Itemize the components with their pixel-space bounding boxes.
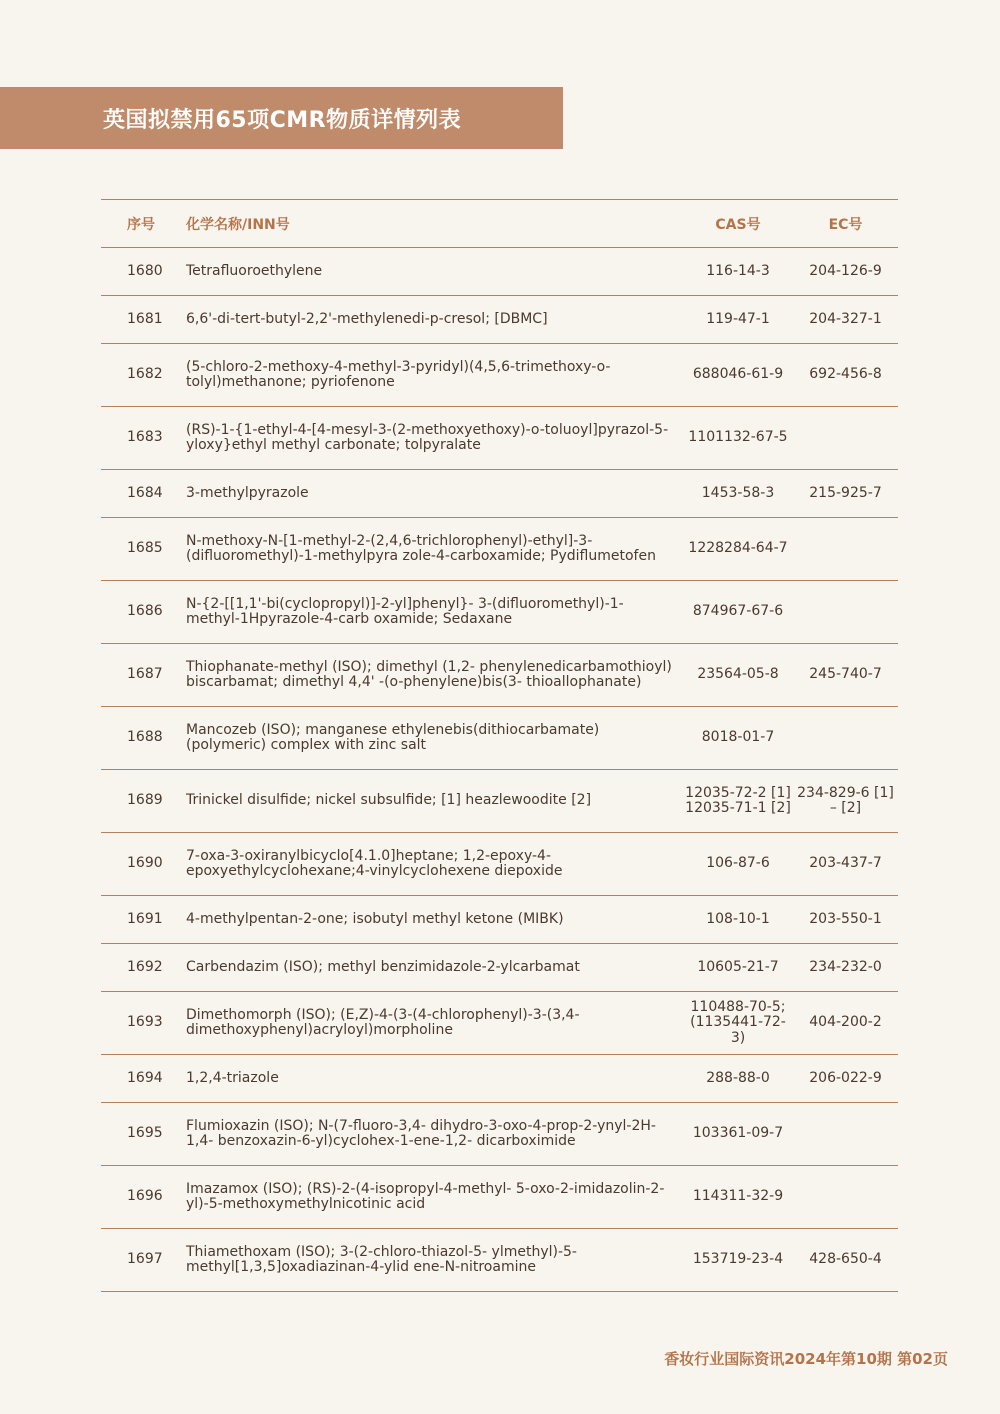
row-chemical-name: Thiamethoxam (ISO); 3-(2-chloro-thiazol-5- ylmethyl)-5-methyl[1,3,5]oxadiazinan-4-ylid ene-N-nitroamine [186, 1229, 683, 1292]
row-cas-no: 153719-23-4 [683, 1229, 793, 1292]
row-chemical-name: N-{2-[[1,1'-bi(cyclopropyl)]-2-yl]phenyl}- 3-(difluoromethyl)-1-methyl-1Hpyrazole-4-carb oxamide; Sedaxane [186, 581, 683, 644]
row-chemical-name: N-methoxy-N-[1-methyl-2-(2,4,6-trichlorophenyl)-ethyl]-3-(difluoromethyl)-1-methylpyra zole-4-carboxamide; Pydiflumetofen [186, 518, 683, 581]
row-ec-no: 204-327-1 [793, 296, 898, 344]
row-serial-no: 1693 [101, 992, 186, 1055]
table-row [101, 707, 898, 770]
table-row [101, 248, 898, 296]
row-chemical-name: 7-oxa-3-oxiranylbicyclo[4.1.0]heptane; 1,2-epoxy-4-epoxyethylcyclohexane;4-vinylcyclohexene diepoxide [186, 833, 683, 896]
row-serial-no: 1692 [101, 944, 186, 992]
row-serial-no: 1689 [101, 770, 186, 833]
row-serial-no: 1682 [101, 344, 186, 407]
row-ec-no: 692-456-8 [793, 344, 898, 407]
header-cas-no: CAS号 [683, 200, 793, 248]
row-ec-no: 203-550-1 [793, 896, 898, 944]
row-serial-no: 1686 [101, 581, 186, 644]
row-serial-no: 1684 [101, 470, 186, 518]
row-ec-no: 245-740-7 [793, 644, 898, 707]
row-serial-no: 1690 [101, 833, 186, 896]
row-serial-no: 1694 [101, 1055, 186, 1103]
row-chemical-name: Carbendazim (ISO); methyl benzimidazole-2-ylcarbamat [186, 944, 683, 992]
row-cas-no: 874967-67-6 [683, 581, 793, 644]
row-cas-no: 106-87-6 [683, 833, 793, 896]
row-ec-no: 206-022-9 [793, 1055, 898, 1103]
row-chemical-name: 1,2,4-triazole [186, 1055, 683, 1103]
row-cas-no: 114311-32-9 [683, 1166, 793, 1229]
row-cas-no: 1228284-64-7 [683, 518, 793, 581]
row-ec-no: 404-200-2 [793, 992, 898, 1055]
row-cas-no: 110488-70-5; (1135441-72-3) [683, 992, 793, 1055]
row-chemical-name: Flumioxazin (ISO); N-(7-fluoro-3,4- dihydro-3-oxo-4-prop-2-ynyl-2H-1,4- benzoxazin-6-yl)cyclohex-1-ene-1,2- dicarboximide [186, 1103, 683, 1166]
row-chemical-name: Thiophanate-methyl (ISO); dimethyl (1,2- phenylenedicarbamothioyl) biscarbamat; dimethyl 4,4' -(o-phenylene)bis(3- thioallophanate) [186, 644, 683, 707]
row-chemical-name: (5-chloro-2-methoxy-4-methyl-3-pyridyl)(4,5,6-trimethoxy-o-tolyl)methanone; pyriofenone [186, 344, 683, 407]
table-row [101, 1166, 898, 1229]
row-chemical-name: Dimethomorph (ISO); (E,Z)-4-(3-(4-chlorophenyl)-3-(3,4-dimethoxyphenyl)acryloyl)morpholine [186, 992, 683, 1055]
row-cas-no: 23564-05-8 [683, 644, 793, 707]
row-ec-no: 204-126-9 [793, 248, 898, 296]
row-ec-no [793, 518, 898, 581]
header-chemical-name: 化学名称/INN号 [186, 200, 683, 248]
row-ec-no [793, 1103, 898, 1166]
row-serial-no: 1688 [101, 707, 186, 770]
table-row [101, 1103, 898, 1166]
row-cas-no: 288-88-0 [683, 1055, 793, 1103]
row-cas-no: 1101132-67-5 [683, 407, 793, 470]
row-cas-no: 10605-21-7 [683, 944, 793, 992]
row-cas-no: 108-10-1 [683, 896, 793, 944]
row-ec-no: 234-829-6 [1] – [2] [793, 770, 898, 833]
row-cas-no: 688046-61-9 [683, 344, 793, 407]
row-cas-no: 12035-72-2 [1] 12035-71-1 [2] [683, 770, 793, 833]
row-ec-no: 215-925-7 [793, 470, 898, 518]
row-chemical-name: 6,6'-di-tert-butyl-2,2'-methylenedi-p-cresol; [DBMC] [186, 296, 683, 344]
page-title: 英国拟禁用65项CMR物质详情列表 [103, 107, 462, 133]
table-row [101, 944, 898, 992]
table-row [101, 296, 898, 344]
table-row [101, 896, 898, 944]
row-ec-no: 428-650-4 [793, 1229, 898, 1292]
row-serial-no: 1680 [101, 248, 186, 296]
row-chemical-name: (RS)-1-{1-ethyl-4-[4-mesyl-3-(2-methoxyethoxy)-o-toluoyl]pyrazol-5-yloxy}ethyl methyl carbonate; tolpyralate [186, 407, 683, 470]
table-row [101, 518, 898, 581]
cmr-substance-table [101, 199, 898, 1292]
row-ec-no: 234-232-0 [793, 944, 898, 992]
table-row [101, 1055, 898, 1103]
table-row [101, 470, 898, 518]
table-row [101, 344, 898, 407]
row-chemical-name: Imazamox (ISO); (RS)-2-(4-isopropyl-4-methyl- 5-oxo-2-imidazolin-2-yl)-5-methoxymethylnicotinic acid [186, 1166, 683, 1229]
row-serial-no: 1697 [101, 1229, 186, 1292]
row-serial-no: 1681 [101, 296, 186, 344]
row-cas-no: 1453-58-3 [683, 470, 793, 518]
row-serial-no: 1696 [101, 1166, 186, 1229]
row-ec-no: 203-437-7 [793, 833, 898, 896]
row-serial-no: 1691 [101, 896, 186, 944]
row-serial-no: 1685 [101, 518, 186, 581]
row-chemical-name: 3-methylpyrazole [186, 470, 683, 518]
row-cas-no: 8018-01-7 [683, 707, 793, 770]
header-ec-no: EC号 [793, 200, 898, 248]
row-serial-no: 1695 [101, 1103, 186, 1166]
title-banner [0, 87, 563, 149]
table-row [101, 644, 898, 707]
row-chemical-name: Tetrafluoroethylene [186, 248, 683, 296]
table-header-row [101, 200, 898, 248]
row-ec-no [793, 581, 898, 644]
table-row [101, 581, 898, 644]
page-footer: 香妆行业国际资讯2024年第10期 第02页 [664, 1350, 948, 1368]
table-row [101, 770, 898, 833]
row-ec-no [793, 407, 898, 470]
row-cas-no: 103361-09-7 [683, 1103, 793, 1166]
row-cas-no: 116-14-3 [683, 248, 793, 296]
table-row [101, 992, 898, 1055]
table-row [101, 833, 898, 896]
row-ec-no [793, 707, 898, 770]
table-row [101, 1229, 898, 1292]
row-chemical-name: Trinickel disulfide; nickel subsulfide; [1] heazlewoodite [2] [186, 770, 683, 833]
row-ec-no [793, 1166, 898, 1229]
row-serial-no: 1687 [101, 644, 186, 707]
header-serial-no: 序号 [101, 200, 186, 248]
row-chemical-name: Mancozeb (ISO); manganese ethylenebis(dithiocarbamate) (polymeric) complex with zinc salt [186, 707, 683, 770]
row-cas-no: 119-47-1 [683, 296, 793, 344]
table-row [101, 407, 898, 470]
row-chemical-name: 4-methylpentan-2-one; isobutyl methyl ketone (MIBK) [186, 896, 683, 944]
row-serial-no: 1683 [101, 407, 186, 470]
